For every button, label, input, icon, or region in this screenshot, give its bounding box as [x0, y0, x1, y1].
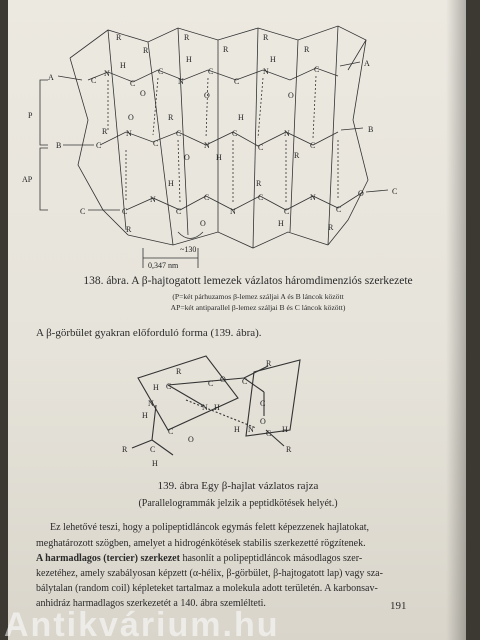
svg-text:N: N — [263, 67, 269, 76]
svg-text:N: N — [284, 129, 290, 138]
watermark-text: Antikvárium.hu — [4, 606, 280, 640]
svg-text:N: N — [178, 77, 184, 86]
svg-text:H: H — [234, 425, 240, 434]
svg-text:R: R — [263, 33, 269, 42]
label-p: P — [28, 111, 33, 120]
body-line-3-rest: hasonlít a polipeptidláncok másodlagos szer- — [179, 553, 363, 564]
svg-text:N: N — [126, 129, 132, 138]
svg-text:R: R — [143, 46, 149, 55]
svg-text:N: N — [150, 195, 156, 204]
svg-text:C: C — [232, 129, 238, 138]
svg-text:R: R — [256, 179, 262, 188]
svg-text:C: C — [96, 141, 102, 150]
svg-text:C: C — [284, 207, 290, 216]
body-line-4: kezetéhez, amely szabályosan képzett (α-hélix, β-görbület, β-hajtogatott lap) vagy sza- — [36, 568, 383, 579]
svg-text:O: O — [288, 91, 294, 100]
label-c-right: C — [392, 187, 398, 196]
svg-text:N: N — [310, 193, 316, 202]
svg-text:C: C — [130, 79, 136, 88]
label-b-right: B — [368, 125, 374, 134]
figure-139-note: (Parallelogrammák jelzik a peptidkötések helyét.) — [138, 498, 338, 509]
label-a-right: A — [364, 59, 370, 68]
svg-text:C: C — [204, 193, 210, 202]
svg-text:R: R — [102, 127, 108, 136]
svg-text:R: R — [168, 113, 174, 122]
svg-text:C: C — [314, 65, 320, 74]
svg-text:C: C — [158, 67, 164, 76]
svg-text:C: C — [153, 139, 159, 148]
svg-text:O: O — [204, 91, 210, 100]
distance-label: 0,347 nm — [148, 261, 179, 270]
svg-text:R: R — [184, 33, 190, 42]
svg-text:O: O — [140, 89, 146, 98]
svg-text:R: R — [122, 445, 128, 454]
svg-text:H: H — [120, 61, 126, 70]
svg-text:R: R — [116, 33, 122, 42]
svg-text:R: R — [328, 223, 334, 232]
svg-text:H: H — [168, 179, 174, 188]
svg-text:C: C — [258, 143, 264, 152]
body-line-3 — [36, 553, 426, 564]
svg-text:C: C — [266, 429, 272, 438]
svg-text:H: H — [282, 425, 288, 434]
svg-text:H: H — [270, 55, 276, 64]
svg-text:R: R — [176, 367, 182, 376]
svg-text:C: C — [122, 207, 128, 216]
label-ap: AP — [22, 175, 33, 184]
page-number: 191 — [390, 600, 407, 612]
svg-text:O: O — [128, 113, 134, 122]
svg-text:C: C — [91, 76, 97, 85]
svg-text:O: O — [260, 417, 266, 426]
svg-text:C: C — [208, 67, 214, 76]
svg-text:H: H — [238, 113, 244, 122]
svg-text:N: N — [204, 141, 210, 150]
figure-138-note-p: (P=két párhuzamos β-lemez száljai A és B láncok között — [172, 292, 344, 301]
label-b-left: B — [56, 141, 62, 150]
svg-text:R: R — [286, 445, 292, 454]
svg-text:R: R — [266, 359, 272, 368]
spine-shadow — [446, 0, 466, 640]
svg-text:C: C — [336, 205, 342, 214]
angle-label: ~130 — [180, 245, 197, 254]
svg-text:H: H — [142, 411, 148, 420]
svg-text:R: R — [304, 45, 310, 54]
svg-text:R: R — [223, 45, 229, 54]
label-c-left: C — [80, 207, 86, 216]
svg-text:C: C — [234, 77, 240, 86]
svg-text:O: O — [200, 219, 206, 228]
svg-text:C: C — [208, 379, 214, 388]
svg-text:H: H — [214, 403, 220, 412]
body-line-5: bálytalan (random coil) képleteket tartalmaz a molekula adott területén. A karbonsav- — [36, 583, 378, 594]
svg-text:O: O — [358, 189, 364, 198]
svg-text:H: H — [186, 55, 192, 64]
svg-text:C: C — [166, 382, 172, 391]
svg-text:O: O — [220, 375, 226, 384]
book-page — [8, 0, 466, 640]
body-line-2: meghatározott szögben, amelyet a hidrogénkötések stabilis szerkezetté rögzítenek. — [36, 538, 366, 549]
tertiary-structure-term: A harmadlagos (tercier) szerkezet — [36, 553, 180, 564]
svg-text:C: C — [176, 207, 182, 216]
svg-text:H: H — [152, 459, 158, 468]
svg-text:H: H — [153, 383, 159, 392]
svg-text:O: O — [184, 153, 190, 162]
svg-text:C: C — [242, 377, 248, 386]
svg-text:C: C — [260, 399, 266, 408]
svg-text:R: R — [294, 151, 300, 160]
svg-text:C: C — [310, 141, 316, 150]
svg-text:C: C — [150, 445, 156, 454]
svg-text:C: C — [168, 427, 174, 436]
figure-138-note-ap: AP=két antiparallel β-lemez száljai B és C láncok között) — [170, 303, 346, 312]
svg-text:C: C — [176, 129, 182, 138]
body-line-6: anhidráz harmadlagos szerkezetét a 140. ábra szemlélteti. — [36, 598, 266, 609]
figure-138-caption: 138. ábra. A β-hajtogatott lemezek vázlatos háromdimenziós szerkezete — [83, 275, 413, 287]
svg-text:N: N — [248, 425, 254, 434]
body-line-1: Ez lehetővé teszi, hogy a polipeptidláncok egymás felett képezzenek hajlatokat, — [50, 522, 370, 533]
svg-text:C: C — [258, 193, 264, 202]
svg-text:H: H — [278, 219, 284, 228]
figure-139-caption: 139. ábra Egy β-hajlat vázlatos rajza — [157, 480, 319, 492]
svg-text:R: R — [126, 225, 132, 234]
svg-text:N: N — [104, 69, 110, 78]
svg-text:H: H — [216, 153, 222, 162]
svg-text:N: N — [202, 403, 208, 412]
intro-sentence: A β-görbület gyakran előforduló forma (139. ábra). — [36, 327, 262, 339]
svg-text:N: N — [230, 207, 236, 216]
svg-text:N: N — [148, 399, 154, 408]
svg-text:O: O — [188, 435, 194, 444]
label-a-left: A — [48, 73, 54, 82]
